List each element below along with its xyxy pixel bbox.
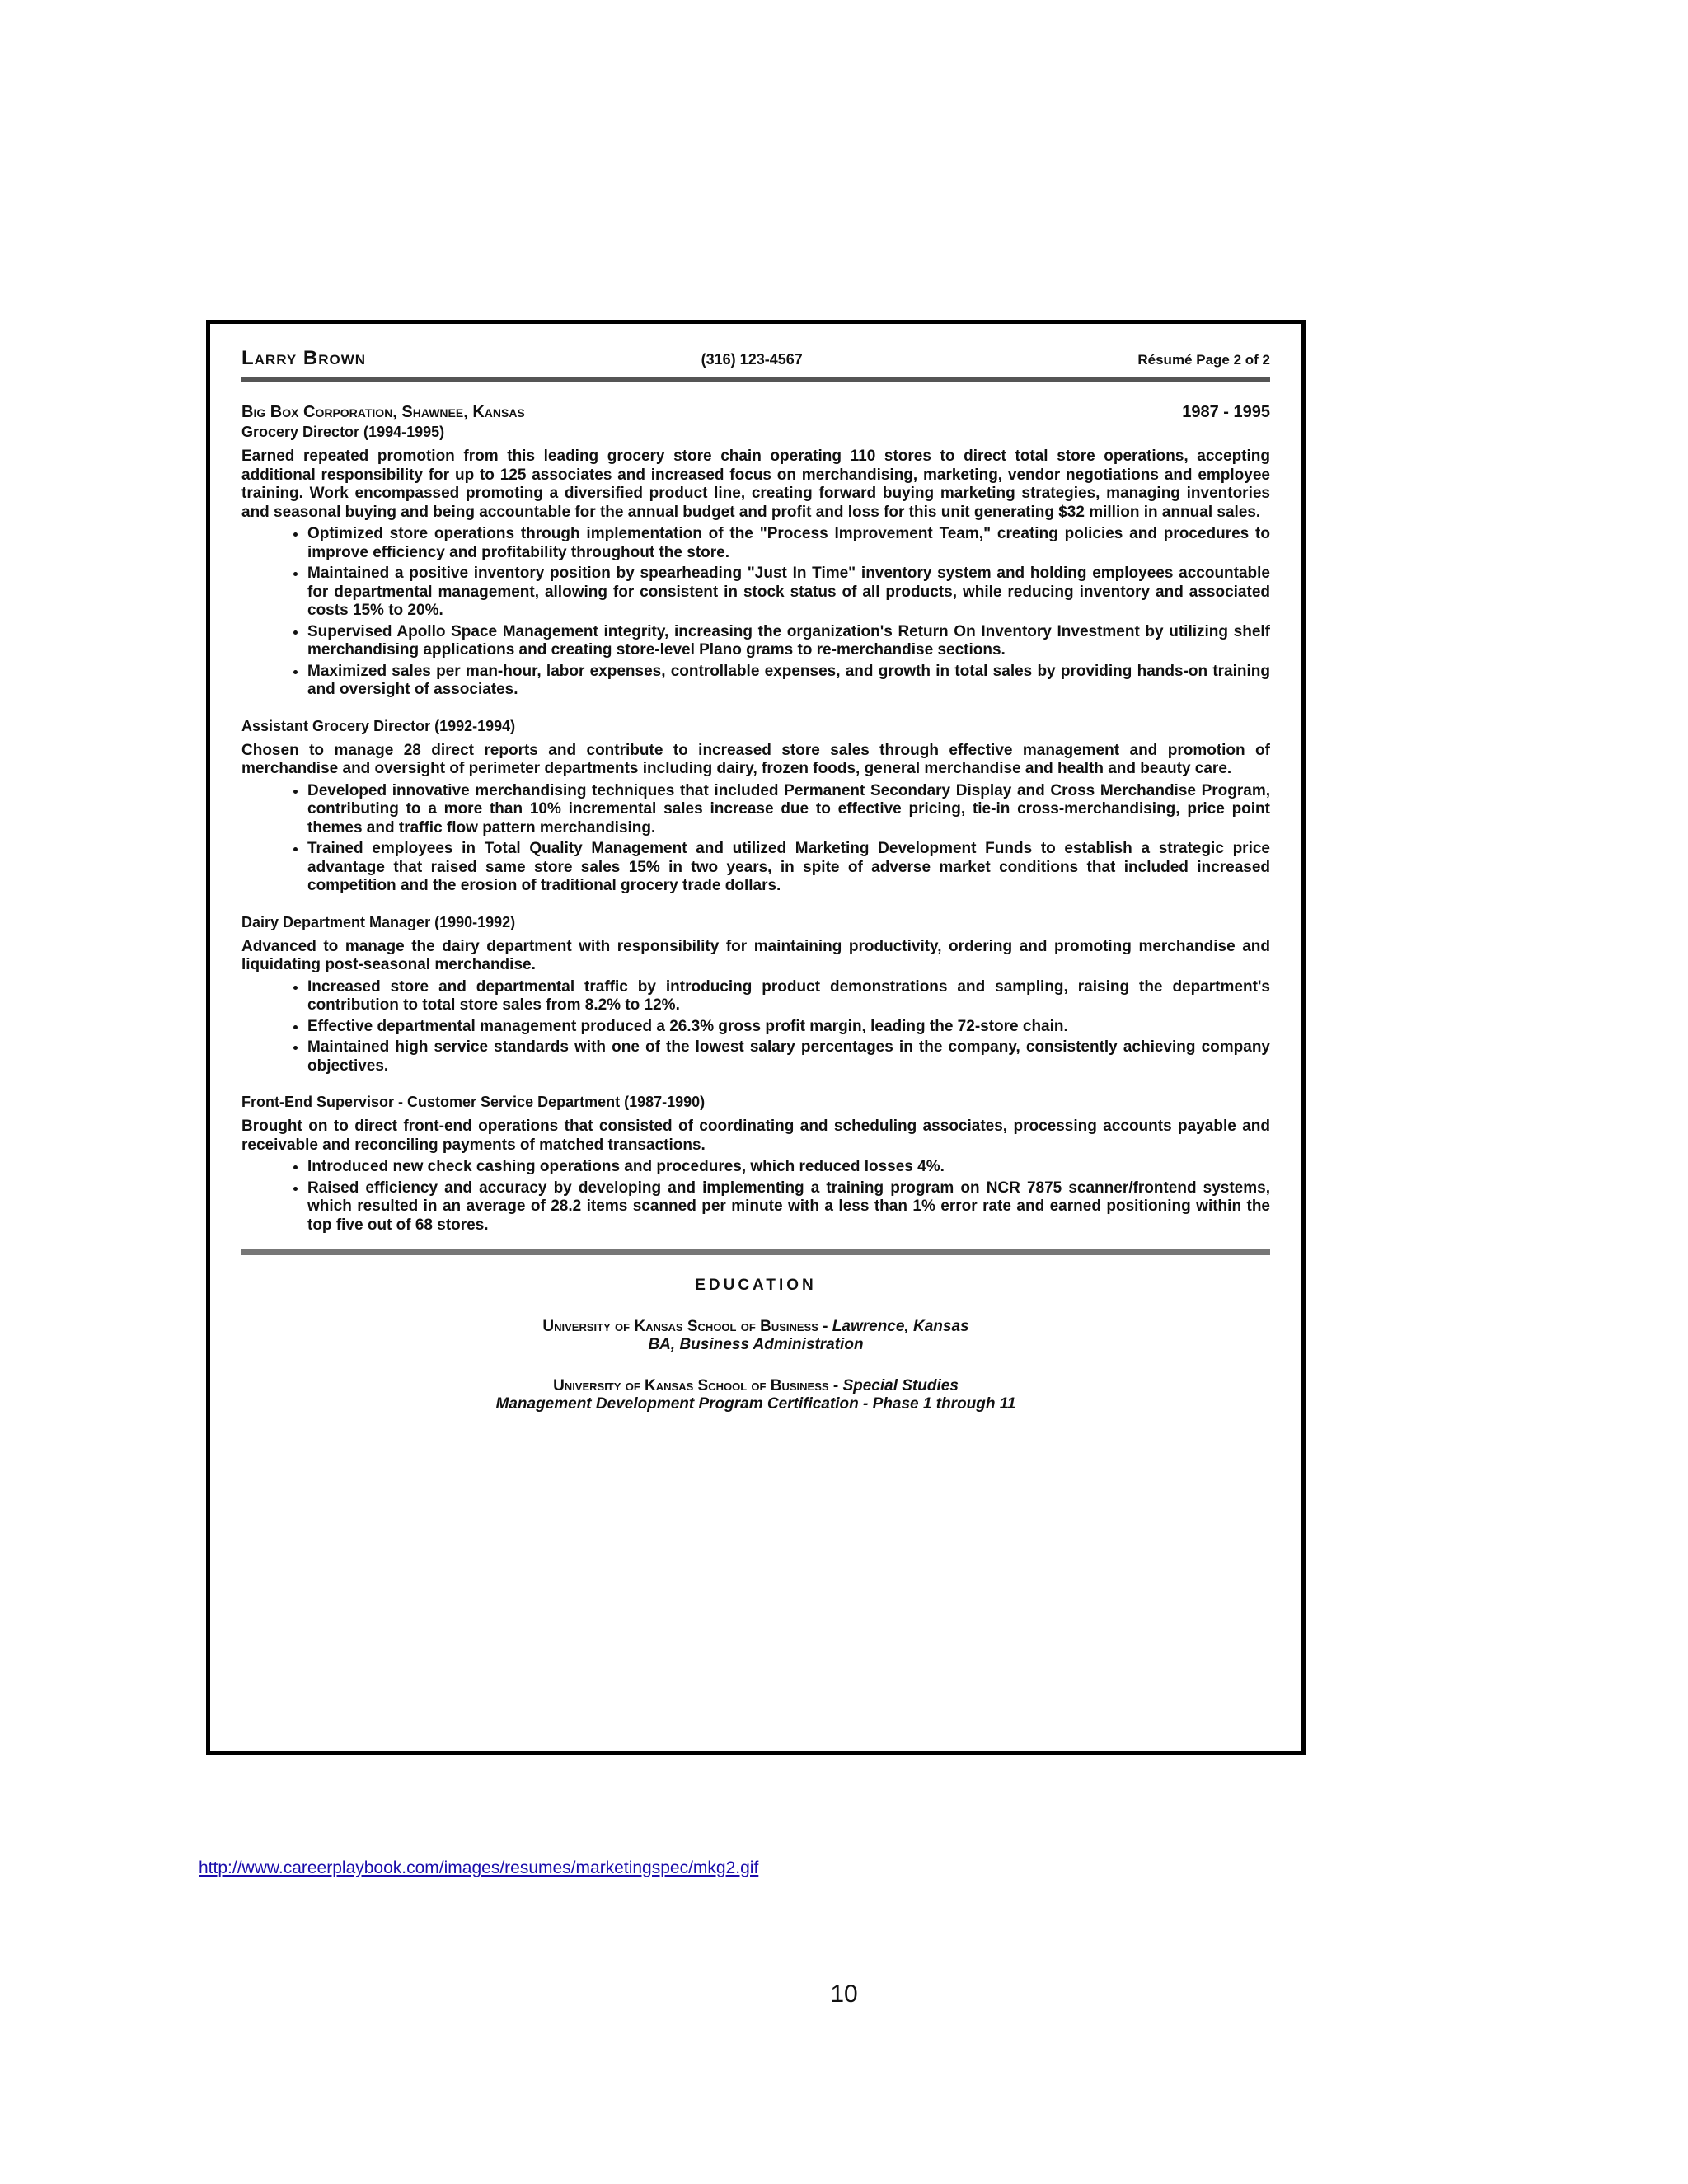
school-name: University of Kansas School of Business [542, 1318, 818, 1335]
education-degree: BA, Business Administration [648, 1336, 864, 1353]
resume-header [241, 347, 1270, 370]
source-url-link[interactable]: http://www.careerplaybook.com/images/resumes/marketingspec/mkg2.gif [199, 1858, 759, 1877]
resume-content [241, 347, 1270, 1436]
position-summary: Advanced to manage the dairy department with responsibility for maintaining productivity, ordering and promoting merchandise and liquidating post-seasonal merchandise. [241, 937, 1270, 973]
school-location: Lawrence, Kansas [832, 1318, 969, 1335]
bullet-item: • Maintained a positive inventory position by spearheading "Just In Time" inventory system and holding employees accountable for departmental management, allowing for consistent in stock status of all products, while reducing inventory and associated costs 15% to 20%. [307, 565, 1270, 621]
position-title: Grocery Director (1994-1995) [241, 424, 445, 440]
school-separator: - [832, 1377, 843, 1394]
header-divider [241, 377, 1270, 382]
bullet-item: • Optimized store operations through implementation of the "Process Improvement Team," creating policies and procedures to improve efficiency and profitability throughout the store. [307, 525, 1270, 562]
company-row [241, 403, 1270, 422]
education-divider [241, 1249, 1270, 1255]
resume-image-frame [206, 320, 1306, 1755]
bullet-item: • Maintained high service standards with one of the lowest salary percentages in the company, consistently achieving company objectives. [307, 1038, 1270, 1076]
education-heading: EDUCATION [695, 1277, 817, 1294]
position-title: Front-End Supervisor - Customer Service Department (1987-1990) [241, 1094, 706, 1110]
position-bullets [241, 1158, 1270, 1235]
school-separator: - [823, 1318, 832, 1335]
position-summary: Brought on to direct front-end operations that consisted of coordinating and scheduling associates, processing accounts payable and receivable and reconciling payments of matched transactions. [241, 1118, 1270, 1154]
position-title: Assistant Grocery Director (1992-1994) [241, 717, 516, 734]
bullet-item: • Raised efficiency and accuracy by developing and implementing a training program on NCR 7875 scanner/frontend systems, which resulted in an average of 28.2 items scanned per minute with a less than 1% error rate and earned positioning within the top five out of 68 stores. [307, 1179, 1270, 1235]
bullet-item: • Increased store and departmental traffic by introducing product demonstrations and sampling, raising the department's contribution to total store sales from 8.2% to 12%. [307, 978, 1270, 1015]
candidate-name: Larry Brown [241, 347, 367, 369]
bullet-item: • Trained employees in Total Quality Management and utilized Marketing Development Funds to establish a strategic price advantage that raised same store sales 15% in two years, in spite of adverse market conditions that included increased competition and the erosion of traditional grocery trade dollars. [307, 840, 1270, 896]
bullet-item: • Maximized sales per man-hour, labor expenses, controllable expenses, and growth in total sales by providing hands-on training and oversight of associates. [307, 663, 1270, 700]
page-number: 10 [830, 1980, 858, 2008]
company-name: Big Box Corporation, Shawnee, Kansas [241, 403, 525, 421]
bullet-item: • Developed innovative merchandising techniques that included Permanent Secondary Display and Cross Merchandise Program, contributing to a more than 10% incremental sales increase due to effective pricing, tie-in cross-merchandising, price point themes and traffic flow pattern merchandising. [307, 782, 1270, 838]
education-school [241, 1318, 1270, 1336]
bullet-item: • Supervised Apollo Space Management integrity, increasing the organization's Return On Inventory Investment by utilizing shelf merchandising applications and creating store-level Plano grams to re-merchandise sections. [307, 623, 1270, 660]
bullet-item: • Introduced new check cashing operations and procedures, which reduced losses 4%. [307, 1158, 1270, 1177]
position-title: Dairy Department Manager (1990-1992) [241, 913, 516, 930]
school-location: Special Studies [842, 1377, 959, 1394]
position-summary: Chosen to manage 28 direct reports and contribute to increased store sales through effective management and promotion of merchandise and oversight of perimeter departments including dairy, frozen foods, general merchandise and health and beauty care. [241, 741, 1270, 777]
bullet-item: • Effective departmental management produced a 26.3% gross profit margin, leading the 72-store chain. [307, 1018, 1270, 1037]
position-bullets [241, 782, 1270, 896]
position-summary: Earned repeated promotion from this leading grocery store chain operating 110 stores to direct total store operations, accepting additional responsibility for up to 125 associates and increased focus on merchandising, marketing, vendor negotiations and employee training. Work encompassed promoting a diversified product line, creating forward buying marketing strategies, managing inventories and seasonal buying and being accountable for the annual budget and profit and loss for this unit generating $32 million in annual sales. [241, 448, 1270, 521]
position-bullets [241, 525, 1270, 700]
position-bullets [241, 978, 1270, 1076]
education-degree: Management Development Program Certification - Phase 1 through 11 [495, 1395, 1016, 1413]
resume-page-label: Résumé Page 2 of 2 [1137, 352, 1270, 368]
company-years: 1987 - 1995 [1182, 403, 1270, 421]
candidate-phone: (316) 123-4567 [701, 351, 803, 368]
school-name: University of Kansas School of Business [553, 1377, 829, 1394]
education-school [241, 1377, 1270, 1395]
